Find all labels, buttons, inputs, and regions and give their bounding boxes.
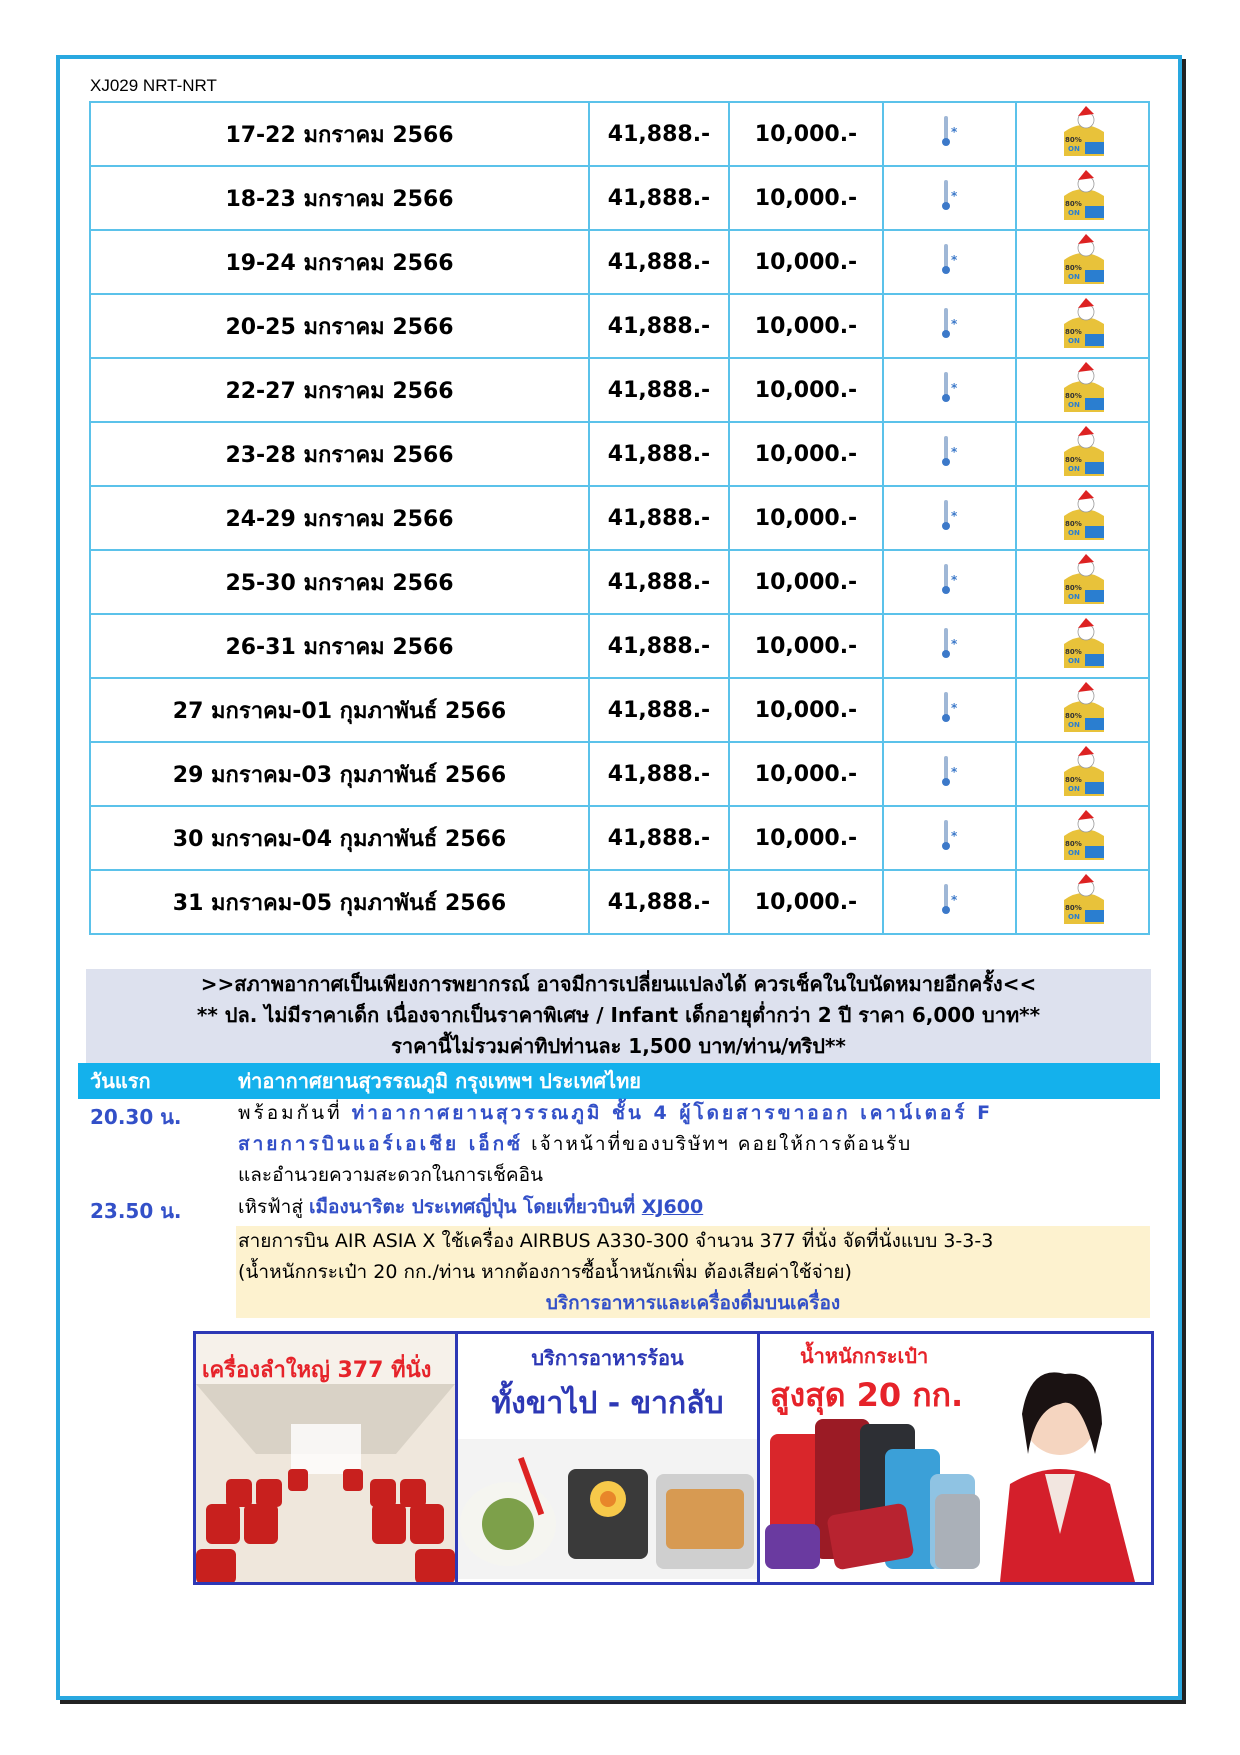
banner-seats xyxy=(193,1331,458,1585)
promo-cell xyxy=(1016,806,1149,870)
promo-percent: 80% xyxy=(1064,776,1082,784)
text-segment: และอำนวยความสะดวกในการเช็คอิน xyxy=(238,1164,543,1186)
promo-percent: 80% xyxy=(1064,264,1082,272)
svg-text:*: * xyxy=(950,189,957,203)
weather-cell xyxy=(883,806,1016,870)
airport-highlight: ท่าอากาศยานสุวรรณภูมิ ชั้น 4 ผู้โดยสารขาออก เคาน์เตอร์ F xyxy=(351,1102,994,1124)
departure-table xyxy=(89,101,1150,935)
departure-row xyxy=(90,614,1149,678)
promo-badge-icon xyxy=(1056,296,1110,350)
notes-box xyxy=(86,969,1151,1063)
price-adult: 41,888.- xyxy=(589,550,729,614)
promo-cell xyxy=(1016,614,1149,678)
price-single: 10,000.- xyxy=(729,678,883,742)
departure-date: 25-30 มกราคม 2566 xyxy=(90,550,589,614)
promo-on: ON xyxy=(1067,209,1080,217)
thermometer-icon xyxy=(937,690,963,724)
promo-cell xyxy=(1016,678,1149,742)
aircraft-info: สายการบิน AIR ASIA X ใช้เครื่อง AIRBUS A330-300 จำนวน 377 ที่นั่ง จัดที่นั่งแบบ 3-3-3 xyxy=(238,1230,994,1252)
promo-percent: 80% xyxy=(1064,520,1082,528)
departure-row xyxy=(90,102,1149,166)
promo-on: ON xyxy=(1067,657,1080,665)
promo-badge-icon xyxy=(1056,168,1110,222)
departure-row xyxy=(90,806,1149,870)
banner-baggage-title: น้ำหนักกระเป๋า xyxy=(800,1344,929,1368)
text-segment: พร้อมกันที่ xyxy=(238,1102,352,1124)
svg-text:*: * xyxy=(950,509,957,523)
price-single: 10,000.- xyxy=(729,422,883,486)
weather-cell xyxy=(883,102,1016,166)
promo-on: ON xyxy=(1067,465,1080,473)
svg-text:*: * xyxy=(950,125,957,139)
svg-text:*: * xyxy=(950,701,957,715)
price-adult: 41,888.- xyxy=(589,230,729,294)
departure-row xyxy=(90,678,1149,742)
promo-on: ON xyxy=(1067,337,1080,345)
svg-text:*: * xyxy=(950,317,957,331)
note-weather: >>สภาพอากาศเป็นเพียงการพยากรณ์ อาจมีการเปลี่ยนแปลงได้ ควรเช็คในใบนัดหมายอีกครั้ง<< xyxy=(200,972,1037,996)
svg-text:*: * xyxy=(950,445,957,459)
weather-cell xyxy=(883,230,1016,294)
price-single: 10,000.- xyxy=(729,614,883,678)
price-single: 10,000.- xyxy=(729,742,883,806)
weather-cell xyxy=(883,742,1016,806)
departure-date: 22-27 มกราคม 2566 xyxy=(90,358,589,422)
departure-date: 26-31 มกราคม 2566 xyxy=(90,614,589,678)
svg-text:*: * xyxy=(950,893,957,907)
promo-percent: 80% xyxy=(1064,584,1082,592)
banner-baggage-subtitle: สูงสุด 20 กก. xyxy=(770,1376,964,1414)
promo-on: ON xyxy=(1067,593,1080,601)
promo-on: ON xyxy=(1067,273,1080,281)
price-adult: 41,888.- xyxy=(589,806,729,870)
thermometer-icon xyxy=(937,882,963,916)
departure-row xyxy=(90,870,1149,934)
promo-on: ON xyxy=(1067,849,1080,857)
svg-text:*: * xyxy=(950,765,957,779)
departure-row xyxy=(90,550,1149,614)
promo-badge-icon xyxy=(1056,552,1110,606)
departure-row xyxy=(90,358,1149,422)
promo-percent: 80% xyxy=(1064,392,1082,400)
promo-badge-icon xyxy=(1056,616,1110,670)
price-single: 10,000.- xyxy=(729,102,883,166)
promo-on: ON xyxy=(1067,401,1080,409)
banner-baggage xyxy=(757,1331,1154,1585)
destination-highlight: เมืองนาริตะ ประเทศญี่ปุ่น โดยเที่ยวบินที่ xyxy=(308,1196,642,1218)
price-adult: 41,888.- xyxy=(589,422,729,486)
price-single: 10,000.- xyxy=(729,230,883,294)
price-adult: 41,888.- xyxy=(589,614,729,678)
price-single: 10,000.- xyxy=(729,358,883,422)
promo-cell xyxy=(1016,870,1149,934)
thermometer-icon xyxy=(937,562,963,596)
promo-badge-icon xyxy=(1056,744,1110,798)
thermometer-icon xyxy=(937,306,963,340)
promo-badge-icon xyxy=(1056,872,1110,926)
price-single: 10,000.- xyxy=(729,486,883,550)
weather-cell xyxy=(883,294,1016,358)
baggage-image xyxy=(760,1334,1151,1582)
banner-meals xyxy=(455,1331,760,1585)
promo-badge-icon xyxy=(1056,808,1110,862)
weather-cell xyxy=(883,166,1016,230)
departure-date: 30 มกราคม-04 กุมภาพันธ์ 2566 xyxy=(90,806,589,870)
text-segment: เจ้าหน้าที่ของบริษัทฯ คอยให้การต้อนรับ xyxy=(523,1133,913,1155)
price-single: 10,000.- xyxy=(729,806,883,870)
thermometer-icon xyxy=(937,114,963,148)
meal-image xyxy=(458,1439,757,1579)
cabin-image xyxy=(196,1384,455,1584)
time-2030: 20.30 น. xyxy=(90,1105,182,1129)
svg-text:*: * xyxy=(950,253,957,267)
price-single: 10,000.- xyxy=(729,870,883,934)
price-single: 10,000.- xyxy=(729,294,883,358)
day1-header xyxy=(78,1063,1160,1099)
promo-badge-icon xyxy=(1056,680,1110,734)
departure-date: 27 มกราคม-01 กุมภาพันธ์ 2566 xyxy=(90,678,589,742)
flight-number-link[interactable]: XJ600 xyxy=(641,1196,704,1218)
promo-on: ON xyxy=(1067,529,1080,537)
thermometer-icon xyxy=(937,498,963,532)
promo-cell xyxy=(1016,550,1149,614)
departure-row xyxy=(90,230,1149,294)
departure-row xyxy=(90,422,1149,486)
tour-code: XJ029 NRT-NRT xyxy=(90,76,217,95)
promo-cell xyxy=(1016,422,1149,486)
departure-date: 31 มกราคม-05 กุมภาพันธ์ 2566 xyxy=(90,870,589,934)
weather-cell xyxy=(883,550,1016,614)
promo-percent: 80% xyxy=(1064,648,1082,656)
departure-row xyxy=(90,486,1149,550)
thermometer-icon xyxy=(937,434,963,468)
banner-meals-subtitle: ทั้งขาไป - ขากลับ xyxy=(491,1386,724,1421)
price-single: 10,000.- xyxy=(729,550,883,614)
promo-percent: 80% xyxy=(1064,456,1082,464)
weather-cell xyxy=(883,358,1016,422)
day-label: วันแรก xyxy=(90,1069,151,1093)
promo-percent: 80% xyxy=(1064,136,1082,144)
thermometer-icon xyxy=(937,818,963,852)
departure-date: 24-29 มกราคม 2566 xyxy=(90,486,589,550)
price-adult: 41,888.- xyxy=(589,870,729,934)
promo-on: ON xyxy=(1067,145,1080,153)
banner-meals-title: บริการอาหารร้อน xyxy=(531,1346,684,1370)
text-segment: เหิรฟ้าสู่ xyxy=(238,1196,309,1218)
price-adult: 41,888.- xyxy=(589,486,729,550)
itinerary-text-1 xyxy=(238,1098,1148,1191)
day-title: ท่าอากาศยานสุวรรณภูมิ กรุงเทพฯ ประเทศไทย xyxy=(238,1069,641,1093)
departure-date: 18-23 มกราคม 2566 xyxy=(90,166,589,230)
departure-row xyxy=(90,294,1149,358)
price-adult: 41,888.- xyxy=(589,102,729,166)
thermometer-icon xyxy=(937,754,963,788)
note-tip: ราคานี้ไม่รวมค่าทิปท่านละ 1,500 บาท/ท่าน/ทริป** xyxy=(391,1034,846,1058)
svg-text:*: * xyxy=(950,573,957,587)
promo-on: ON xyxy=(1067,721,1080,729)
promo-badge-icon xyxy=(1056,360,1110,414)
flight-info-box xyxy=(236,1226,1150,1318)
svg-text:*: * xyxy=(950,637,957,651)
meal-service: บริการอาหารและเครื่องดื่มบนเครื่อง xyxy=(545,1292,841,1314)
departure-date: 20-25 มกราคม 2566 xyxy=(90,294,589,358)
thermometer-icon xyxy=(937,370,963,404)
thermometer-icon xyxy=(937,242,963,276)
promo-cell xyxy=(1016,358,1149,422)
promo-percent: 80% xyxy=(1064,840,1082,848)
promo-percent: 80% xyxy=(1064,904,1082,912)
price-adult: 41,888.- xyxy=(589,294,729,358)
weather-cell xyxy=(883,422,1016,486)
departure-date: 19-24 มกราคม 2566 xyxy=(90,230,589,294)
promo-cell xyxy=(1016,742,1149,806)
departure-date: 29 มกราคม-03 กุมภาพันธ์ 2566 xyxy=(90,742,589,806)
baggage-info: (น้ำหนักกระเป๋า 20 กก./ท่าน หากต้องการซื้อน้ำหนักเพิ่ม ต้องเสียค่าใช้จ่าย) xyxy=(238,1261,852,1283)
svg-text:*: * xyxy=(950,829,957,843)
banner-seats-title: เครื่องลำใหญ่ 377 ที่นั่ง xyxy=(202,1358,432,1383)
promo-cell xyxy=(1016,102,1149,166)
weather-cell xyxy=(883,870,1016,934)
promo-badge-icon xyxy=(1056,232,1110,286)
promo-percent: 80% xyxy=(1064,200,1082,208)
promo-badge-icon xyxy=(1056,488,1110,542)
thermometer-icon xyxy=(937,178,963,212)
promo-badge-icon xyxy=(1056,104,1110,158)
price-single: 10,000.- xyxy=(729,166,883,230)
time-2350: 23.50 น. xyxy=(90,1199,182,1223)
promo-percent: 80% xyxy=(1064,712,1082,720)
departure-date: 23-28 มกราคม 2566 xyxy=(90,422,589,486)
departure-date: 17-22 มกราคม 2566 xyxy=(90,102,589,166)
airline-highlight: สายการบินแอร์เอเชีย เอ็กซ์ xyxy=(238,1133,524,1155)
weather-cell xyxy=(883,486,1016,550)
price-adult: 41,888.- xyxy=(589,678,729,742)
promo-cell xyxy=(1016,230,1149,294)
thermometer-icon xyxy=(937,626,963,660)
price-adult: 41,888.- xyxy=(589,358,729,422)
promo-percent: 80% xyxy=(1064,328,1082,336)
note-infant: ** ปล. ไม่มีราคาเด็ก เนื่องจากเป็นราคาพิเศษ / Infant เด็กอายุต่ำกว่า 2 ปี ราคา 6,000 บาท** xyxy=(196,1003,1041,1027)
itinerary-text-2 xyxy=(238,1192,1148,1223)
svg-text:*: * xyxy=(950,381,957,395)
departure-row xyxy=(90,742,1149,806)
price-adult: 41,888.- xyxy=(589,166,729,230)
departure-row xyxy=(90,166,1149,230)
promo-badge-icon xyxy=(1056,424,1110,478)
price-adult: 41,888.- xyxy=(589,742,729,806)
weather-cell xyxy=(883,678,1016,742)
promo-cell xyxy=(1016,166,1149,230)
promo-cell xyxy=(1016,486,1149,550)
weather-cell xyxy=(883,614,1016,678)
promo-on: ON xyxy=(1067,913,1080,921)
promo-cell xyxy=(1016,294,1149,358)
promo-on: ON xyxy=(1067,785,1080,793)
